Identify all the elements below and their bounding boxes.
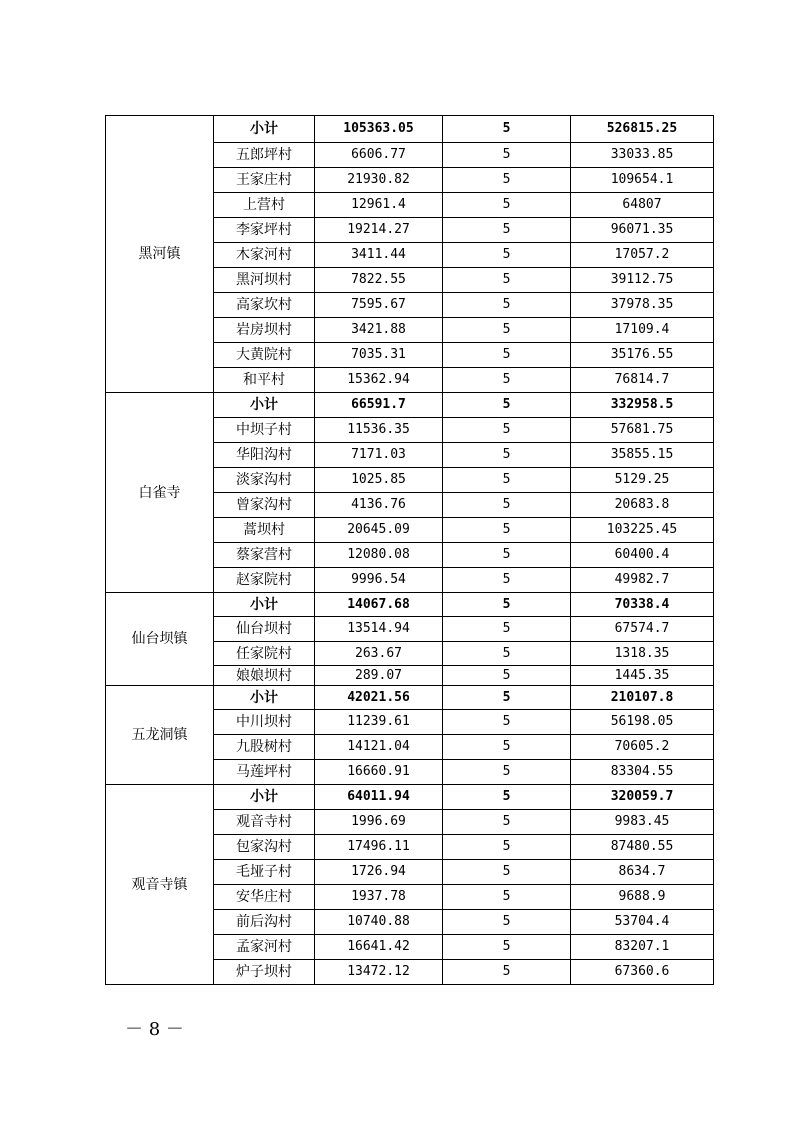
town-name: 白雀寺	[106, 393, 214, 593]
rate-value: 5	[443, 885, 571, 910]
amount-value: 103225.45	[571, 518, 714, 543]
amount-value: 37978.35	[571, 293, 714, 318]
subtotal-rate: 5	[443, 393, 571, 418]
area-value: 1996.69	[315, 810, 443, 835]
area-value: 7822.55	[315, 268, 443, 293]
amount-value: 17057.2	[571, 243, 714, 268]
area-value: 11536.35	[315, 418, 443, 443]
rate-value: 5	[443, 760, 571, 785]
village-name: 仙台坝村	[214, 617, 315, 642]
subtotal-amount: 526815.25	[571, 116, 714, 143]
village-name: 淡家沟村	[214, 468, 315, 493]
village-name: 包家沟村	[214, 835, 315, 860]
rate-value: 5	[443, 568, 571, 593]
area-value: 20645.09	[315, 518, 443, 543]
village-name: 李家坪村	[214, 218, 315, 243]
village-name: 蔡家营村	[214, 543, 315, 568]
subtotal-row	[106, 116, 714, 143]
village-name: 观音寺村	[214, 810, 315, 835]
village-name: 蒿坝村	[214, 518, 315, 543]
area-value: 13514.94	[315, 617, 443, 642]
amount-value: 5129.25	[571, 468, 714, 493]
rate-value: 5	[443, 293, 571, 318]
amount-value: 1445.35	[571, 666, 714, 686]
area-value: 13472.12	[315, 960, 443, 985]
amount-value: 8634.7	[571, 860, 714, 885]
area-value: 4136.76	[315, 493, 443, 518]
amount-value: 49982.7	[571, 568, 714, 593]
village-name: 炉子坝村	[214, 960, 315, 985]
subtotal-label: 小计	[214, 593, 315, 617]
town-name: 黑河镇	[106, 116, 214, 393]
area-value: 7595.67	[315, 293, 443, 318]
subtotal-amount: 332958.5	[571, 393, 714, 418]
rate-value: 5	[443, 443, 571, 468]
rate-value: 5	[443, 666, 571, 686]
area-value: 7035.31	[315, 343, 443, 368]
rate-value: 5	[443, 343, 571, 368]
rate-value: 5	[443, 493, 571, 518]
amount-value: 67360.6	[571, 960, 714, 985]
village-name: 大黄院村	[214, 343, 315, 368]
village-name: 上营村	[214, 193, 315, 218]
village-name: 九股树村	[214, 735, 315, 760]
area-value: 3421.88	[315, 318, 443, 343]
subtotal-area: 64011.94	[315, 785, 443, 810]
rate-value: 5	[443, 268, 571, 293]
village-name: 高家坎村	[214, 293, 315, 318]
amount-value: 83304.55	[571, 760, 714, 785]
area-value: 9996.54	[315, 568, 443, 593]
rate-value: 5	[443, 735, 571, 760]
subtotal-row	[106, 785, 714, 810]
subtotal-area: 14067.68	[315, 593, 443, 617]
amount-value: 1318.35	[571, 642, 714, 666]
rate-value: 5	[443, 642, 571, 666]
area-value: 21930.82	[315, 168, 443, 193]
rate-value: 5	[443, 810, 571, 835]
rate-value: 5	[443, 860, 571, 885]
rate-value: 5	[443, 168, 571, 193]
subtotal-area: 66591.7	[315, 393, 443, 418]
amount-value: 35855.15	[571, 443, 714, 468]
rate-value: 5	[443, 617, 571, 642]
rate-value: 5	[443, 193, 571, 218]
amount-value: 67574.7	[571, 617, 714, 642]
rate-value: 5	[443, 960, 571, 985]
subtotal-amount: 210107.8	[571, 686, 714, 710]
area-value: 17496.11	[315, 835, 443, 860]
village-name: 和平村	[214, 368, 315, 393]
area-value: 12080.08	[315, 543, 443, 568]
subsidy-table	[105, 115, 714, 985]
subtotal-label: 小计	[214, 686, 315, 710]
area-value: 6606.77	[315, 143, 443, 168]
rate-value: 5	[443, 468, 571, 493]
village-name: 孟家河村	[214, 935, 315, 960]
rate-value: 5	[443, 935, 571, 960]
subtotal-label: 小计	[214, 785, 315, 810]
town-name: 五龙洞镇	[106, 686, 214, 785]
area-value: 289.07	[315, 666, 443, 686]
area-value: 3411.44	[315, 243, 443, 268]
area-value: 11239.61	[315, 710, 443, 735]
area-value: 14121.04	[315, 735, 443, 760]
village-name: 中川坝村	[214, 710, 315, 735]
village-name: 任家院村	[214, 642, 315, 666]
amount-value: 60400.4	[571, 543, 714, 568]
village-name: 黑河坝村	[214, 268, 315, 293]
area-value: 1726.94	[315, 860, 443, 885]
amount-value: 64807	[571, 193, 714, 218]
rate-value: 5	[443, 910, 571, 935]
subtotal-label: 小计	[214, 393, 315, 418]
area-value: 263.67	[315, 642, 443, 666]
rate-value: 5	[443, 243, 571, 268]
amount-value: 87480.55	[571, 835, 714, 860]
town-name: 观音寺镇	[106, 785, 214, 985]
area-value: 7171.03	[315, 443, 443, 468]
area-value: 1025.85	[315, 468, 443, 493]
subtotal-amount: 70338.4	[571, 593, 714, 617]
rate-value: 5	[443, 143, 571, 168]
town-name: 仙台坝镇	[106, 593, 214, 686]
area-value: 16660.91	[315, 760, 443, 785]
village-name: 华阳沟村	[214, 443, 315, 468]
amount-value: 96071.35	[571, 218, 714, 243]
rate-value: 5	[443, 418, 571, 443]
village-name: 木家河村	[214, 243, 315, 268]
village-name: 马莲坪村	[214, 760, 315, 785]
rate-value: 5	[443, 835, 571, 860]
rate-value: 5	[443, 318, 571, 343]
amount-value: 53704.4	[571, 910, 714, 935]
page-number: － 8 －	[125, 1019, 184, 1040]
amount-value: 57681.75	[571, 418, 714, 443]
amount-value: 20683.8	[571, 493, 714, 518]
subtotal-rate: 5	[443, 593, 571, 617]
area-value: 16641.42	[315, 935, 443, 960]
amount-value: 33033.85	[571, 143, 714, 168]
village-name: 赵家院村	[214, 568, 315, 593]
village-name: 前后沟村	[214, 910, 315, 935]
village-name: 安华庄村	[214, 885, 315, 910]
amount-value: 56198.05	[571, 710, 714, 735]
area-value: 15362.94	[315, 368, 443, 393]
subtotal-rate: 5	[443, 785, 571, 810]
rate-value: 5	[443, 218, 571, 243]
village-name: 娘娘坝村	[214, 666, 315, 686]
area-value: 1937.78	[315, 885, 443, 910]
village-name: 岩房坝村	[214, 318, 315, 343]
subtotal-label: 小计	[214, 116, 315, 143]
subtotal-amount: 320059.7	[571, 785, 714, 810]
village-name: 中坝子村	[214, 418, 315, 443]
subtotal-row	[106, 593, 714, 617]
village-name: 曾家沟村	[214, 493, 315, 518]
village-name: 毛垭子村	[214, 860, 315, 885]
amount-value: 9983.45	[571, 810, 714, 835]
village-name: 王家庄村	[214, 168, 315, 193]
amount-value: 76814.7	[571, 368, 714, 393]
subtotal-rate: 5	[443, 686, 571, 710]
rate-value: 5	[443, 368, 571, 393]
area-value: 12961.4	[315, 193, 443, 218]
area-value: 10740.88	[315, 910, 443, 935]
amount-value: 35176.55	[571, 343, 714, 368]
area-value: 19214.27	[315, 218, 443, 243]
amount-value: 70605.2	[571, 735, 714, 760]
subtotal-row	[106, 686, 714, 710]
amount-value: 83207.1	[571, 935, 714, 960]
amount-value: 39112.75	[571, 268, 714, 293]
subtotal-area: 105363.05	[315, 116, 443, 143]
subtotal-rate: 5	[443, 116, 571, 143]
table-body	[106, 116, 714, 985]
rate-value: 5	[443, 518, 571, 543]
rate-value: 5	[443, 710, 571, 735]
amount-value: 17109.4	[571, 318, 714, 343]
village-name: 五郎坪村	[214, 143, 315, 168]
amount-value: 109654.1	[571, 168, 714, 193]
subtotal-area: 42021.56	[315, 686, 443, 710]
amount-value: 9688.9	[571, 885, 714, 910]
rate-value: 5	[443, 543, 571, 568]
subtotal-row	[106, 393, 714, 418]
